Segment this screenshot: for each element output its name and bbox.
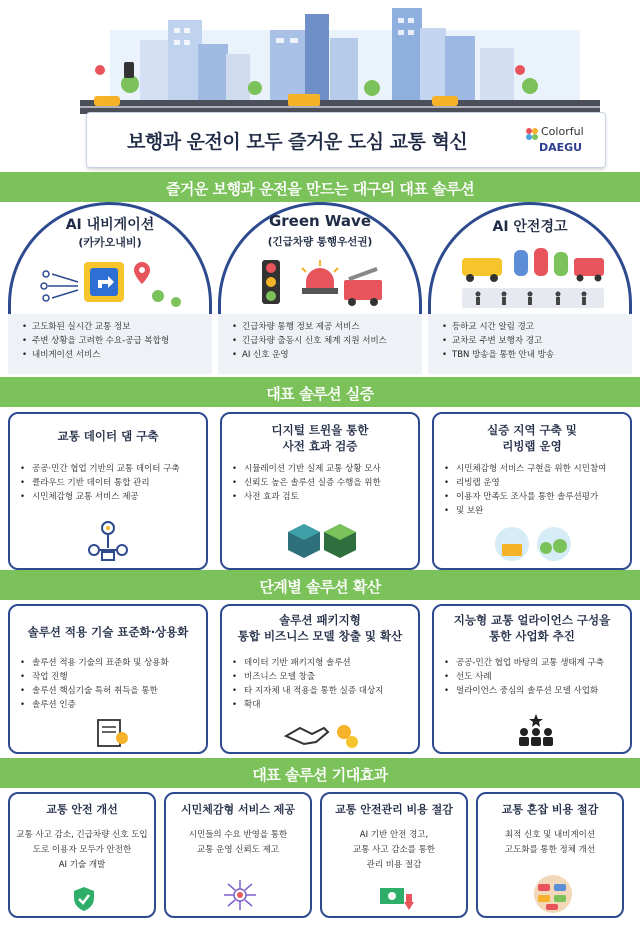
bullet-item: • 및 보완 <box>444 504 624 518</box>
card-bullets <box>232 656 412 712</box>
solution-bullets <box>8 314 212 374</box>
card-title: 솔루션 적용 기술 표준화·상용화 <box>27 625 189 639</box>
card-title: 시민체감형 서비스 제공 <box>181 803 295 816</box>
bullet-item: • 확대 <box>232 698 412 712</box>
card-title-line2: 통합 비즈니스 모델 창출 및 확산 <box>237 629 403 643</box>
traffic-jam-icon <box>532 874 574 914</box>
logo-text-top: Colorful <box>541 125 584 138</box>
card-title: 지능형 교통 얼라이언스 구성을 <box>453 613 611 627</box>
section-bar-demo <box>0 377 640 407</box>
section-bar-effects <box>0 758 640 788</box>
bullet-item: • 리빙랩 운영 <box>444 476 624 490</box>
bullet-item: • 얼라이언스 중심의 솔루션 모델 사업화 <box>444 684 624 698</box>
bullet-item: • 시민체감형 서비스 구현을 위한 시민참여 <box>444 462 624 476</box>
section-title: 즐거운 보행과 운전을 만드는 대구의 대표 솔루션 <box>165 180 475 198</box>
bullet-item: • 신뢰도 높은 솔루션 실증 수행을 위한 <box>232 476 412 490</box>
desc-line: 교통 사고 감소를 통한 <box>352 845 435 855</box>
card-bullets <box>444 462 624 518</box>
card-title: 교통 안전관리 비용 절감 <box>335 803 453 816</box>
money-down-icon <box>378 886 414 912</box>
card-title: 솔루션 패키지형 <box>279 613 361 627</box>
certificate-icon <box>96 718 130 748</box>
desc-line: 교통 운영 신뢰도 제고 <box>196 845 279 855</box>
bullet-item: • 주변 상황을 고려한 수요-공급 복합형 <box>22 334 206 348</box>
demo-card-data-dam <box>8 412 208 570</box>
card-title: 실증 지역 구축 및 <box>487 423 577 437</box>
section-bar-solutions <box>0 172 640 202</box>
living-lab-icon <box>494 524 574 564</box>
bullet-item: • 선도 사례 <box>444 670 624 684</box>
bullet-item: • 타 지자체 내 적용을 통한 실증 대상지 <box>232 684 412 698</box>
card-title: 교통 안전 개선 <box>46 803 118 816</box>
bullet-item: • 작업 진행 <box>20 670 200 684</box>
bullet-item: • 등하교 시간 알림 경고 <box>442 320 626 334</box>
solution-subtitle: (긴급차량 통행우선권) <box>267 236 373 248</box>
desc-line: 교통 사고 감소, 긴급차량 신호 도입 <box>16 830 148 840</box>
solution-title: AI 내비게이션 <box>65 217 155 233</box>
desc-line: 도로 이용자 모두가 안전한 <box>32 845 132 855</box>
traffic-light-icon <box>258 254 388 310</box>
bullet-item: • 시뮬레이션 기반 실제 교통 상황 모사 <box>232 462 412 476</box>
effect-card-congestion-cost <box>476 792 624 918</box>
desc-line: AI 기술 개발 <box>58 860 106 870</box>
solution-title: Green Wave <box>268 212 372 230</box>
card-bullets <box>444 656 624 698</box>
section-bar-expansion <box>0 570 640 600</box>
solution-bullets <box>428 314 632 374</box>
desc-line: 고도화를 통한 정체 개선 <box>504 845 596 855</box>
desc-line: 시민들의 수요 반영을 통한 <box>188 830 288 840</box>
card-title: 교통 데이터 댐 구축 <box>57 429 159 443</box>
card-title: 교통 혼잡 비용 절감 <box>501 803 599 816</box>
expand-card-business-model <box>220 604 420 754</box>
section-title: 대표 솔루션 실증 <box>266 385 374 403</box>
section-title: 대표 솔루션 기대효과 <box>252 766 388 784</box>
warning-icon <box>458 242 608 312</box>
cityscape-illustration <box>0 0 640 120</box>
bullet-item: • 데이터 기반 패키지형 솔루션 <box>232 656 412 670</box>
expand-card-standardization <box>8 604 208 754</box>
bullet-item: • 솔루션 핵심기술 특허 취득을 통한 <box>20 684 200 698</box>
card-bullets <box>20 656 200 712</box>
bullet-item: • TBN 방송을 통한 안내 방송 <box>442 348 626 362</box>
bullet-item: • 클라우드 기반 데이터 통합 관리 <box>20 476 200 490</box>
card-bullets <box>20 462 200 504</box>
bullet-item: • AI 신호 운영 <box>232 348 416 362</box>
bullet-item: • 사전 효과 검토 <box>232 490 412 504</box>
colorful-daegu-logo <box>527 125 597 159</box>
title-card <box>86 112 606 168</box>
demo-card-digital-twin <box>220 412 420 570</box>
solution-subtitle: (카카오내비) <box>78 236 142 249</box>
card-title-line2: 사전 효과 검증 <box>282 439 358 453</box>
digital-twin-icon <box>284 520 360 560</box>
people-network-icon <box>220 878 260 912</box>
alliance-icon <box>516 712 556 748</box>
card-desc <box>324 828 464 873</box>
card-title-line2: 통한 사업화 추진 <box>489 629 575 643</box>
navigation-icon <box>38 256 188 310</box>
desc-line: 최적 신호 및 내비게이션 <box>504 830 596 840</box>
desc-line: 관리 비용 절감 <box>366 860 422 870</box>
bullet-item: • 긴급차량 출동시 신호 체계 지원 서비스 <box>232 334 416 348</box>
bullet-item: • 고도화된 실시간 교통 정보 <box>22 320 206 334</box>
bullet-item: • 내비게이션 서비스 <box>22 348 206 362</box>
bullet-item: • 공공·민간 협업 기반의 교통 데이터 구축 <box>20 462 200 476</box>
logo-text-bottom: DAEGU <box>539 141 583 154</box>
bullet-item: • 시민체감형 교통 서비스 제공 <box>20 490 200 504</box>
handshake-icon <box>282 720 362 750</box>
bullet-item: • 교차로 주변 보행자 경고 <box>442 334 626 348</box>
expand-card-alliance <box>432 604 632 754</box>
bullet-item: • 공공-민간 협업 바탕의 교통 생태계 구축 <box>444 656 624 670</box>
card-desc <box>168 828 308 858</box>
shield-check-icon <box>72 886 96 912</box>
page-title: 보행과 운전이 모두 즐거운 도심 교통 혁신 <box>127 131 468 153</box>
effect-card-citizen-service <box>164 792 312 918</box>
card-title-line2: 리빙랩 운영 <box>502 439 562 453</box>
hero-cityscape <box>0 0 640 120</box>
solution-title: AI 안전경고 <box>492 219 568 235</box>
bullet-item: • 이용자 만족도 조사를 통한 솔루션평가 <box>444 490 624 504</box>
demo-card-living-lab <box>432 412 632 570</box>
solution-card-ai-navigation <box>8 202 212 370</box>
data-network-icon <box>86 518 130 562</box>
logo-dots-icon <box>525 127 539 141</box>
section-title: 단계별 솔루션 확산 <box>259 578 381 596</box>
solution-card-ai-safety-warning <box>428 202 632 370</box>
card-desc <box>480 828 620 858</box>
solution-card-green-wave <box>218 202 422 370</box>
bullet-item: • 비즈니스 모델 창출 <box>232 670 412 684</box>
effect-card-safety-cost <box>320 792 468 918</box>
card-bullets <box>232 462 412 504</box>
card-desc <box>12 828 152 873</box>
effect-card-safety <box>8 792 156 918</box>
card-title: 디지털 트윈을 통한 <box>271 423 369 437</box>
bullet-item: • 긴급차량 통행 정보 제공 서비스 <box>232 320 416 334</box>
solution-bullets <box>218 314 422 374</box>
desc-line: AI 기반 안전 경고, <box>359 830 429 840</box>
bullet-item: • 솔루션 인증 <box>20 698 200 712</box>
bullet-item: • 솔루션 적용 기술의 표준화 및 상용화 <box>20 656 200 670</box>
